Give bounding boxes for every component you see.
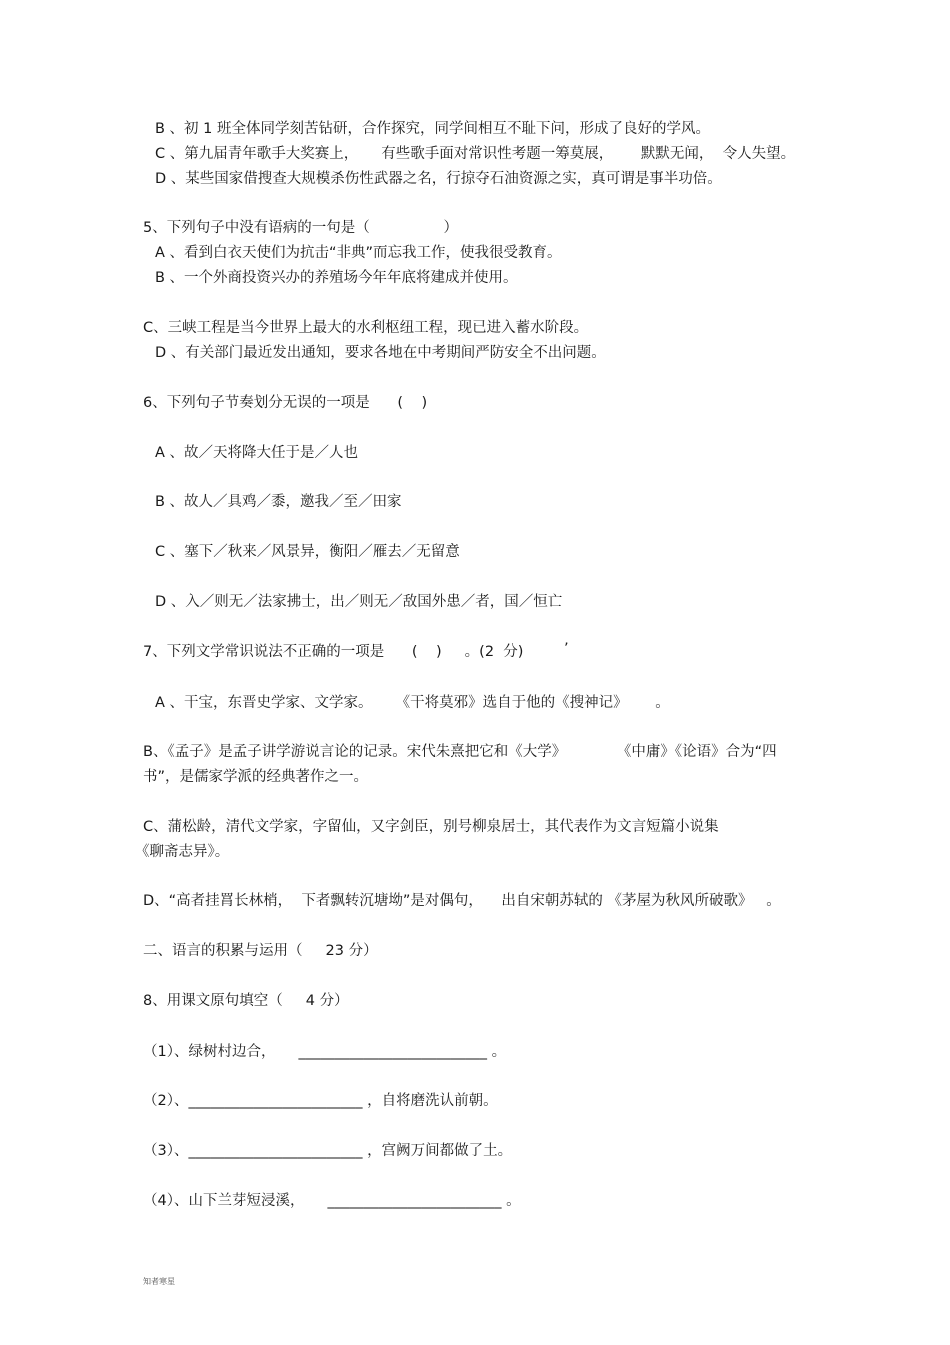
q7-option-c-line2: 《聊斋志异》。: [135, 844, 230, 860]
q6-option-c: C 、塞下／秋来／风景异，衡阳／雁去／无留意: [155, 544, 460, 560]
q4-option-b: B 、初 1 班全体同学刻苦钻研，合作探究，同学间相互不耻下问，形成了良好的学风。: [155, 121, 710, 137]
section-2-title: 二、语言的积累与运用（ 23 分）: [143, 943, 378, 959]
q6-question: 6、下列句子节奏划分无误的一项是 ( ): [143, 395, 428, 411]
q8-item-3: （3）、________________________ ，宫阙万间都做了土。: [143, 1143, 513, 1159]
q6-option-b: B 、故人／具鸡／黍，邀我／至／田家: [155, 494, 402, 510]
q7-question: 7、下列文学常识说法不正确的一项是 ( ) 。(2 分): [143, 644, 524, 660]
q7-option-d: D、“高者挂罥长林梢， 下者飘转沉塘坳”是对偶句， 出自宋朝苏轼的 《茅屋为秋风所破歌》 。: [143, 893, 781, 909]
q5-question: 5、下列句子中没有语病的一句是（ ）: [143, 220, 458, 236]
q6-option-d: D 、入／则无／法家拂士，出／则无／敌国外患／者，国／恒亡: [155, 594, 563, 610]
q4-option-d: D 、某些国家借搜查大规模杀伤性武器之名，行掠夺石油资源之实，真可谓是事半功倍。: [155, 171, 722, 187]
q5-option-d: D 、有关部门最近发出通知，要求各地在中考期间严防安全不出问题。: [155, 345, 606, 361]
q8-question: 8、用课文原句填空（ 4 分）: [143, 993, 349, 1009]
q7-option-a: A 、干宝，东晋史学家、文学家。 《干将莫邪》选自于他的《搜神记》 。: [155, 695, 670, 711]
q8-item-4: （4）、山下兰芽短浸溪， ________________________ 。: [143, 1193, 521, 1209]
q4-option-c: C 、第九届青年歌手大奖赛上， 有些歌手面对常识性考题一筹莫展， 默默无闻， 令人失望。: [155, 146, 796, 162]
q8-item-2: （2）、________________________ ，自将磨洗认前朝。: [143, 1093, 498, 1109]
q5-option-b: B 、一个外商投资兴办的养殖场今年年底将建成并使用。: [155, 270, 518, 286]
q5-option-c: C、三峡工程是当今世界上最大的水利枢纽工程，现已进入蓄水阶段。: [143, 320, 589, 336]
q7-option-c-line1: C、蒲松龄，清代文学家，字留仙，又字剑臣，别号柳泉居士，其代表作为文言短篇小说集: [143, 819, 719, 835]
page-footer: 知者寒星: [143, 1277, 175, 1286]
q6-option-a: A 、故／天将降大任于是／人也: [155, 445, 359, 461]
q7-option-b-line1: B、《孟子》是孟子讲学游说言论的记录。宋代朱熹把它和《大学》 《中庸》《论语》合为“四: [143, 744, 777, 760]
q7-option-b-line2: 书”，是儒家学派的经典著作之一。: [143, 769, 369, 785]
q5-option-a: A 、看到白衣天使们为抗击“非典”而忘我工作，使我很受教育。: [155, 245, 562, 261]
q7-stray-mark: ’: [564, 641, 569, 657]
q8-item-1: （1）、绿树村边合， __________________________ 。: [143, 1044, 507, 1060]
